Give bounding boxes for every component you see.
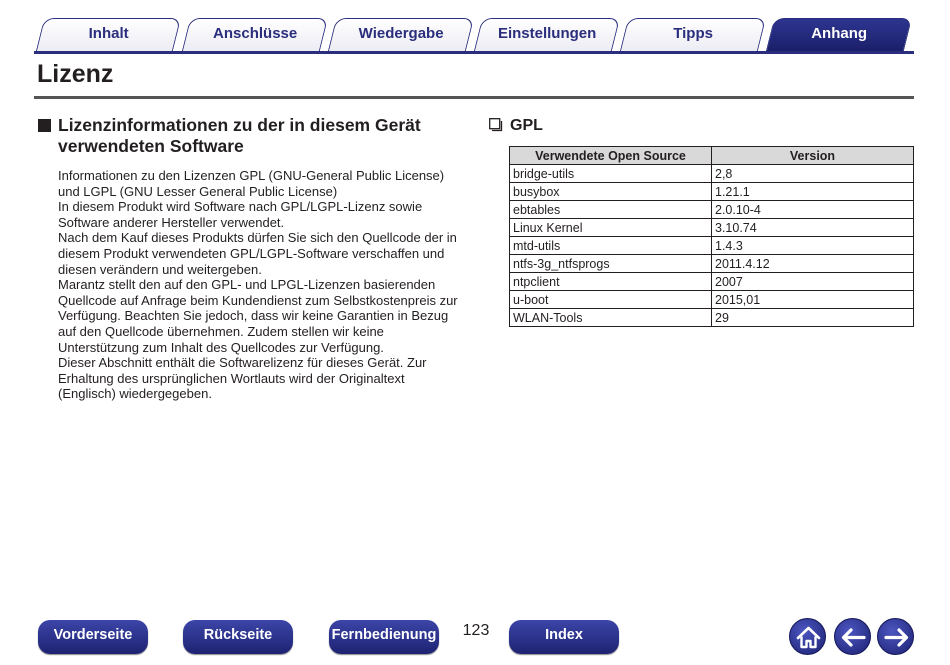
table-header-row [510, 147, 914, 165]
table-row [510, 219, 914, 237]
software-name: ebtables [510, 201, 712, 219]
software-name: mtd-utils [510, 237, 712, 255]
software-version: 2.0.10-4 [712, 201, 914, 219]
software-version: 2011.4.12 [712, 255, 914, 273]
rear-panel-button[interactable] [183, 620, 293, 654]
page-title: Lizenz [37, 60, 114, 88]
software-version: 2,8 [712, 165, 914, 183]
arrow-right-icon [878, 619, 915, 656]
paragraph: Nach dem Kauf dieses Produkts dürfen Sie sich den Quellcode der in diesem Produkt verwendeten GPL/LGPL-Software verschaffen und diesen verändern und weitergeben. [58, 230, 457, 277]
table-row [510, 237, 914, 255]
checkbox-square-icon [489, 118, 503, 132]
software-version: 2007 [712, 273, 914, 291]
table-row [510, 309, 914, 327]
tab-label: Tipps [673, 25, 713, 42]
software-name: WLAN-Tools [510, 309, 712, 327]
software-version: 1.21.1 [712, 183, 914, 201]
title-divider [34, 96, 914, 99]
tab-anhang[interactable] [766, 18, 912, 51]
tab-label: Anhang [811, 25, 868, 42]
software-version: 2015,01 [712, 291, 914, 309]
tab-label: Wiedergabe [358, 25, 444, 42]
software-version: 29 [712, 309, 914, 327]
gpl-heading: GPL [510, 117, 543, 134]
index-button[interactable] [509, 620, 619, 654]
section-heading: Lizenzinformationen zu der in diesem Gerät verwendeten Software [58, 115, 421, 156]
software-name: u-boot [510, 291, 712, 309]
home-button[interactable] [789, 618, 826, 655]
tab-anschluesse[interactable] [182, 18, 328, 51]
tab-label: Inhalt [88, 25, 129, 42]
tab-bar [34, 18, 914, 54]
software-name: Linux Kernel [510, 219, 712, 237]
software-name: ntpclient [510, 273, 712, 291]
section-bullet-icon [38, 119, 51, 132]
paragraph: Informationen zu den Lizenzen GPL (GNU-General Public License) und LGPL (GNU Lesser General Public License) [58, 168, 445, 199]
table-row [510, 165, 914, 183]
software-name: ntfs-3g_ntfsprogs [510, 255, 712, 273]
table-row [510, 201, 914, 219]
button-label: Vorderseite [53, 627, 133, 643]
software-name: bridge-utils [510, 165, 712, 183]
front-panel-button[interactable] [38, 620, 148, 654]
open-source-table [509, 146, 914, 327]
table-row [510, 183, 914, 201]
page-number: 123 [462, 622, 490, 639]
button-label: Rückseite [203, 627, 273, 643]
arrow-left-icon [835, 619, 872, 656]
tab-tipps[interactable] [620, 18, 766, 51]
remote-control-button[interactable] [329, 620, 439, 654]
table-row [510, 291, 914, 309]
software-name: busybox [510, 183, 712, 201]
button-label: Index [545, 627, 583, 643]
software-version: 3.10.74 [712, 219, 914, 237]
tab-label: Anschlüsse [213, 25, 298, 42]
paragraph: Dieser Abschnitt enthält die Softwarelizenz für dieses Gerät. Zur Erhaltung des ursprünglichen Wortlauts wird der Originaltext (Englisch) wiedergegeben. [58, 355, 427, 402]
home-icon [790, 619, 827, 656]
previous-page-button[interactable] [834, 618, 871, 655]
tab-label: Einstellungen [497, 25, 597, 42]
section-body [58, 168, 463, 402]
tab-wiedergabe[interactable] [328, 18, 474, 51]
tab-inhalt[interactable] [36, 18, 181, 51]
next-page-button[interactable] [877, 618, 914, 655]
button-label: Fernbedienung [331, 627, 437, 643]
table-row [510, 255, 914, 273]
paragraph: In diesem Produkt wird Software nach GPL/LGPL-Lizenz sowie Software anderer Hersteller verwendet. [58, 199, 423, 230]
table-row [510, 273, 914, 291]
column-header-version: Version [712, 147, 914, 165]
tab-baseline [34, 51, 914, 54]
column-header-open-source: Verwendete Open Source [510, 147, 712, 165]
paragraph: Marantz stellt den auf den GPL- und LPGL-Lizenzen basierenden Quellcode auf Anfrage beim Kundendienst zum Selbstkostenpreis zur Verfügung. Beachten Sie jedoch, dass wir keine Garantien in Bezug auf den Quellcode übernehmen. Zudem stellen wir keine Unterstützung zum Inhalt des Quellcodes zur Verfügung. [58, 277, 458, 355]
tab-einstellungen[interactable] [474, 18, 620, 51]
software-version: 1.4.3 [712, 237, 914, 255]
